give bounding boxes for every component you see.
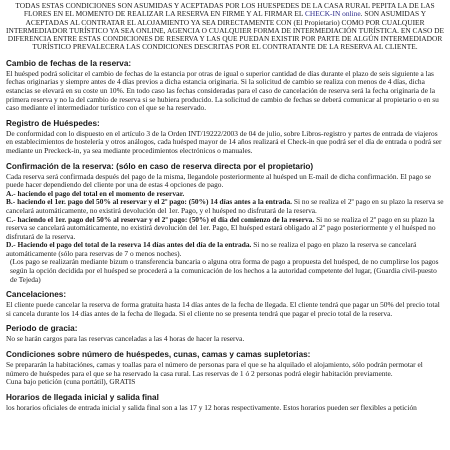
section-suplementarias-text: Se prepararán la habitaciónes, camas y toallas para el número de personas para el que se ha alquilado el alojamiento, sólo podrán permotar el número de huéspedes para el que se ha reservado la casa rural. Las reservas de 1 ó 2 personas podrá elegir habitación previamente. [6, 360, 423, 378]
option-c-rest: Si no se realiza el 2º pago en su plazo la reserva se cancelará automáticamente, no existirá devolución del 1er. Pago, El huésped estará obligado al 2º pago posteriormente y el huésped no disfrutará de la reserva. [6, 214, 436, 241]
section-confirmacion [6, 162, 444, 285]
intro-part1: TODAS ESTAS CONDICIONES SON ASUMIDAS Y ACEPTADAS POR LOS HUESPEDES DE LA CASA RURAL PEPITA LA DE LAS FLORES EN EL MOMENTO DE REALIZAR LA RESERVA EN FIRME Y AL FIRMAR EL [15, 1, 435, 19]
section-cambio-title: Cambio de fechas de la reserva: [6, 58, 132, 68]
option-c [6, 216, 444, 242]
option-c-bold: C.- haciendo el 1er. pago del 50% al reservar y el 2º pago: (50%) el día del comienzo de la reserva. [6, 214, 315, 224]
section-gracia-title: Periodo de gracia: [6, 324, 78, 334]
section-gracia [6, 324, 444, 344]
payment-note: (Los pago se realizarán mediante bizum o transferencia bancaria o alguna otra forma de pago a propuesta del huésped, de no cumplirse los pagos según la opción decidida por el huésped se procederá a la comunicación de los hechos a la autoridad competente del lugar, (Guardia civil-puesto de Tejeda) [10, 257, 439, 284]
section-cancelaciones [6, 290, 444, 318]
section-gracia-text: No se harán cargos para las reservas canceladas a las 4 horas de hacer la reserva. [6, 334, 245, 344]
section-suplementarias [6, 350, 444, 387]
section-registro-title: Registro de Huéspedes: [6, 118, 100, 128]
section-confirmacion-title: Confirmación de la reserva: (sólo en caso de reserva directa por el propietario) [6, 161, 314, 171]
option-d [6, 241, 444, 258]
section-registro-text: De conformidad con lo dispuesto en el artículo 3 de la Orden INT/19222/2003 de 04 de julio, sobre Libros-registro y partes de entrada de viajeros en establecimientos de hostelería y otros análogos, cada huésped mayor de 14 años realizará el Check-in que podrá ser el día de entrada o podrá ser mediante un Preckeck-in, ya sea mediante procedimientos electrónicos o manuales. [6, 128, 442, 155]
section-suplementarias-cuna: Cuna bajo petición (cuna portátil), GRATIS [6, 377, 136, 387]
section-registro [6, 119, 444, 156]
intro-part2: . SON ASUMIDAS Y ACEPTADAS AL CONTRATAR EL ALOJAMIENTO YA SEA DIRECTAMENTE CON (El Propietario) COMO POR CUALQUIER INTERMEDIADOR TURÍSTICO YA SEA ONLINE, AGENCIA O CUALQUIER FORMA DE INTERMEDIACIÓN TURÍSTICA. EN CASO DE DIFERENCIA ENTRE ESTAS CONDICIONES DE RESERVA Y LAS QUE PUEDAN EXISTIR POR PARTE DE ALGÚN INTERMEDIADOR TURÍSTICO PREVALECERA LAS CONDICIONES DESCRITAS POR EL CONTRATANTE DE LA RESERVA AL CLIENTE. [6, 9, 444, 52]
option-b-bold: B.- haciendo el 1er. pago del 50% al reservar y el 2º pago: (50%) 14 días antes a la entrada. [6, 197, 293, 207]
section-cancelaciones-text: El cliente puede cancelar la reserva de forma gratuita hasta 14 días antes de la fecha de llegada. El cliente tendrá que pagar un 50% del precio total si cancela durante los 14 días antes de la fecha de llegada. Si el cliente no se presenta tendrá que pagar el precio total de la reserva. [6, 300, 440, 318]
section-cambio-text: El huésped podrá solicitar el cambio de fechas de la estancia por otras de igual o superior cantidad de días durante el plazo de seis siguiente a las fechas originarias y siempre antes de 4 días previos a dicha estancia originaria. Si la solicitud de cambio se realiza con menos de 4 días, dicha estancias se elevará en su coste un 10%. En todo caso las fechas consideradas para el caso de cancelación de reserva será la fecha originaria de la primera reserva y no la del cambio de reserva si se hubiera producido. La solicitud de cambio de fechas se deberá comunicar al propietario o en su caso mediante el intermediador turístico con el que se ha reservado. [6, 68, 439, 113]
section-suplementarias-title: Condiciones sobre número de huéspedes, cunas, camas y camas supletorias: [6, 350, 311, 360]
intro-notice [6, 2, 444, 52]
section-horarios [6, 393, 444, 413]
option-b-rest: Si no se realiza el 2º pago en su plazo la reserva se cancelará automáticamente, no existirá devolución del 1er. Pago, y el huésped no disfrutará de la reserva. [6, 197, 444, 215]
section-cancelaciones-title: Cancelaciones: [6, 290, 67, 300]
section-horarios-text: los horarios oficiales de entrada inicial y salida final son a las 17 y 12 horas respectivamente. Estos horarios pueden ser flexibles a petición [6, 402, 417, 412]
section-cambio [6, 59, 444, 113]
option-d-rest: Si no se realiza el pago en plazo la reserva se cancelará automáticamente (sólo para reservas de 7 o menos noches). [6, 240, 417, 258]
option-b [6, 198, 444, 215]
intro-highlight: CHECK-IN online [305, 9, 361, 19]
section-horarios-title: Horarios de llegada inicial y salida final [6, 392, 159, 402]
confirmacion-intro: Cada reserva será confirmada después del pago de la misma, llegandole posteriormente al huésped un E-mail de dicha confirmación. El pago se puede hacer dependiendo del cliente por una de estas 4 opciones de pago. [6, 171, 432, 190]
option-a: A.- haciendo el pago del total en el momento de reservar. [6, 188, 185, 198]
option-d-bold: D.- Haciendo el pago del total de la reserva 14 días antes del día de la entrada. [6, 240, 252, 250]
